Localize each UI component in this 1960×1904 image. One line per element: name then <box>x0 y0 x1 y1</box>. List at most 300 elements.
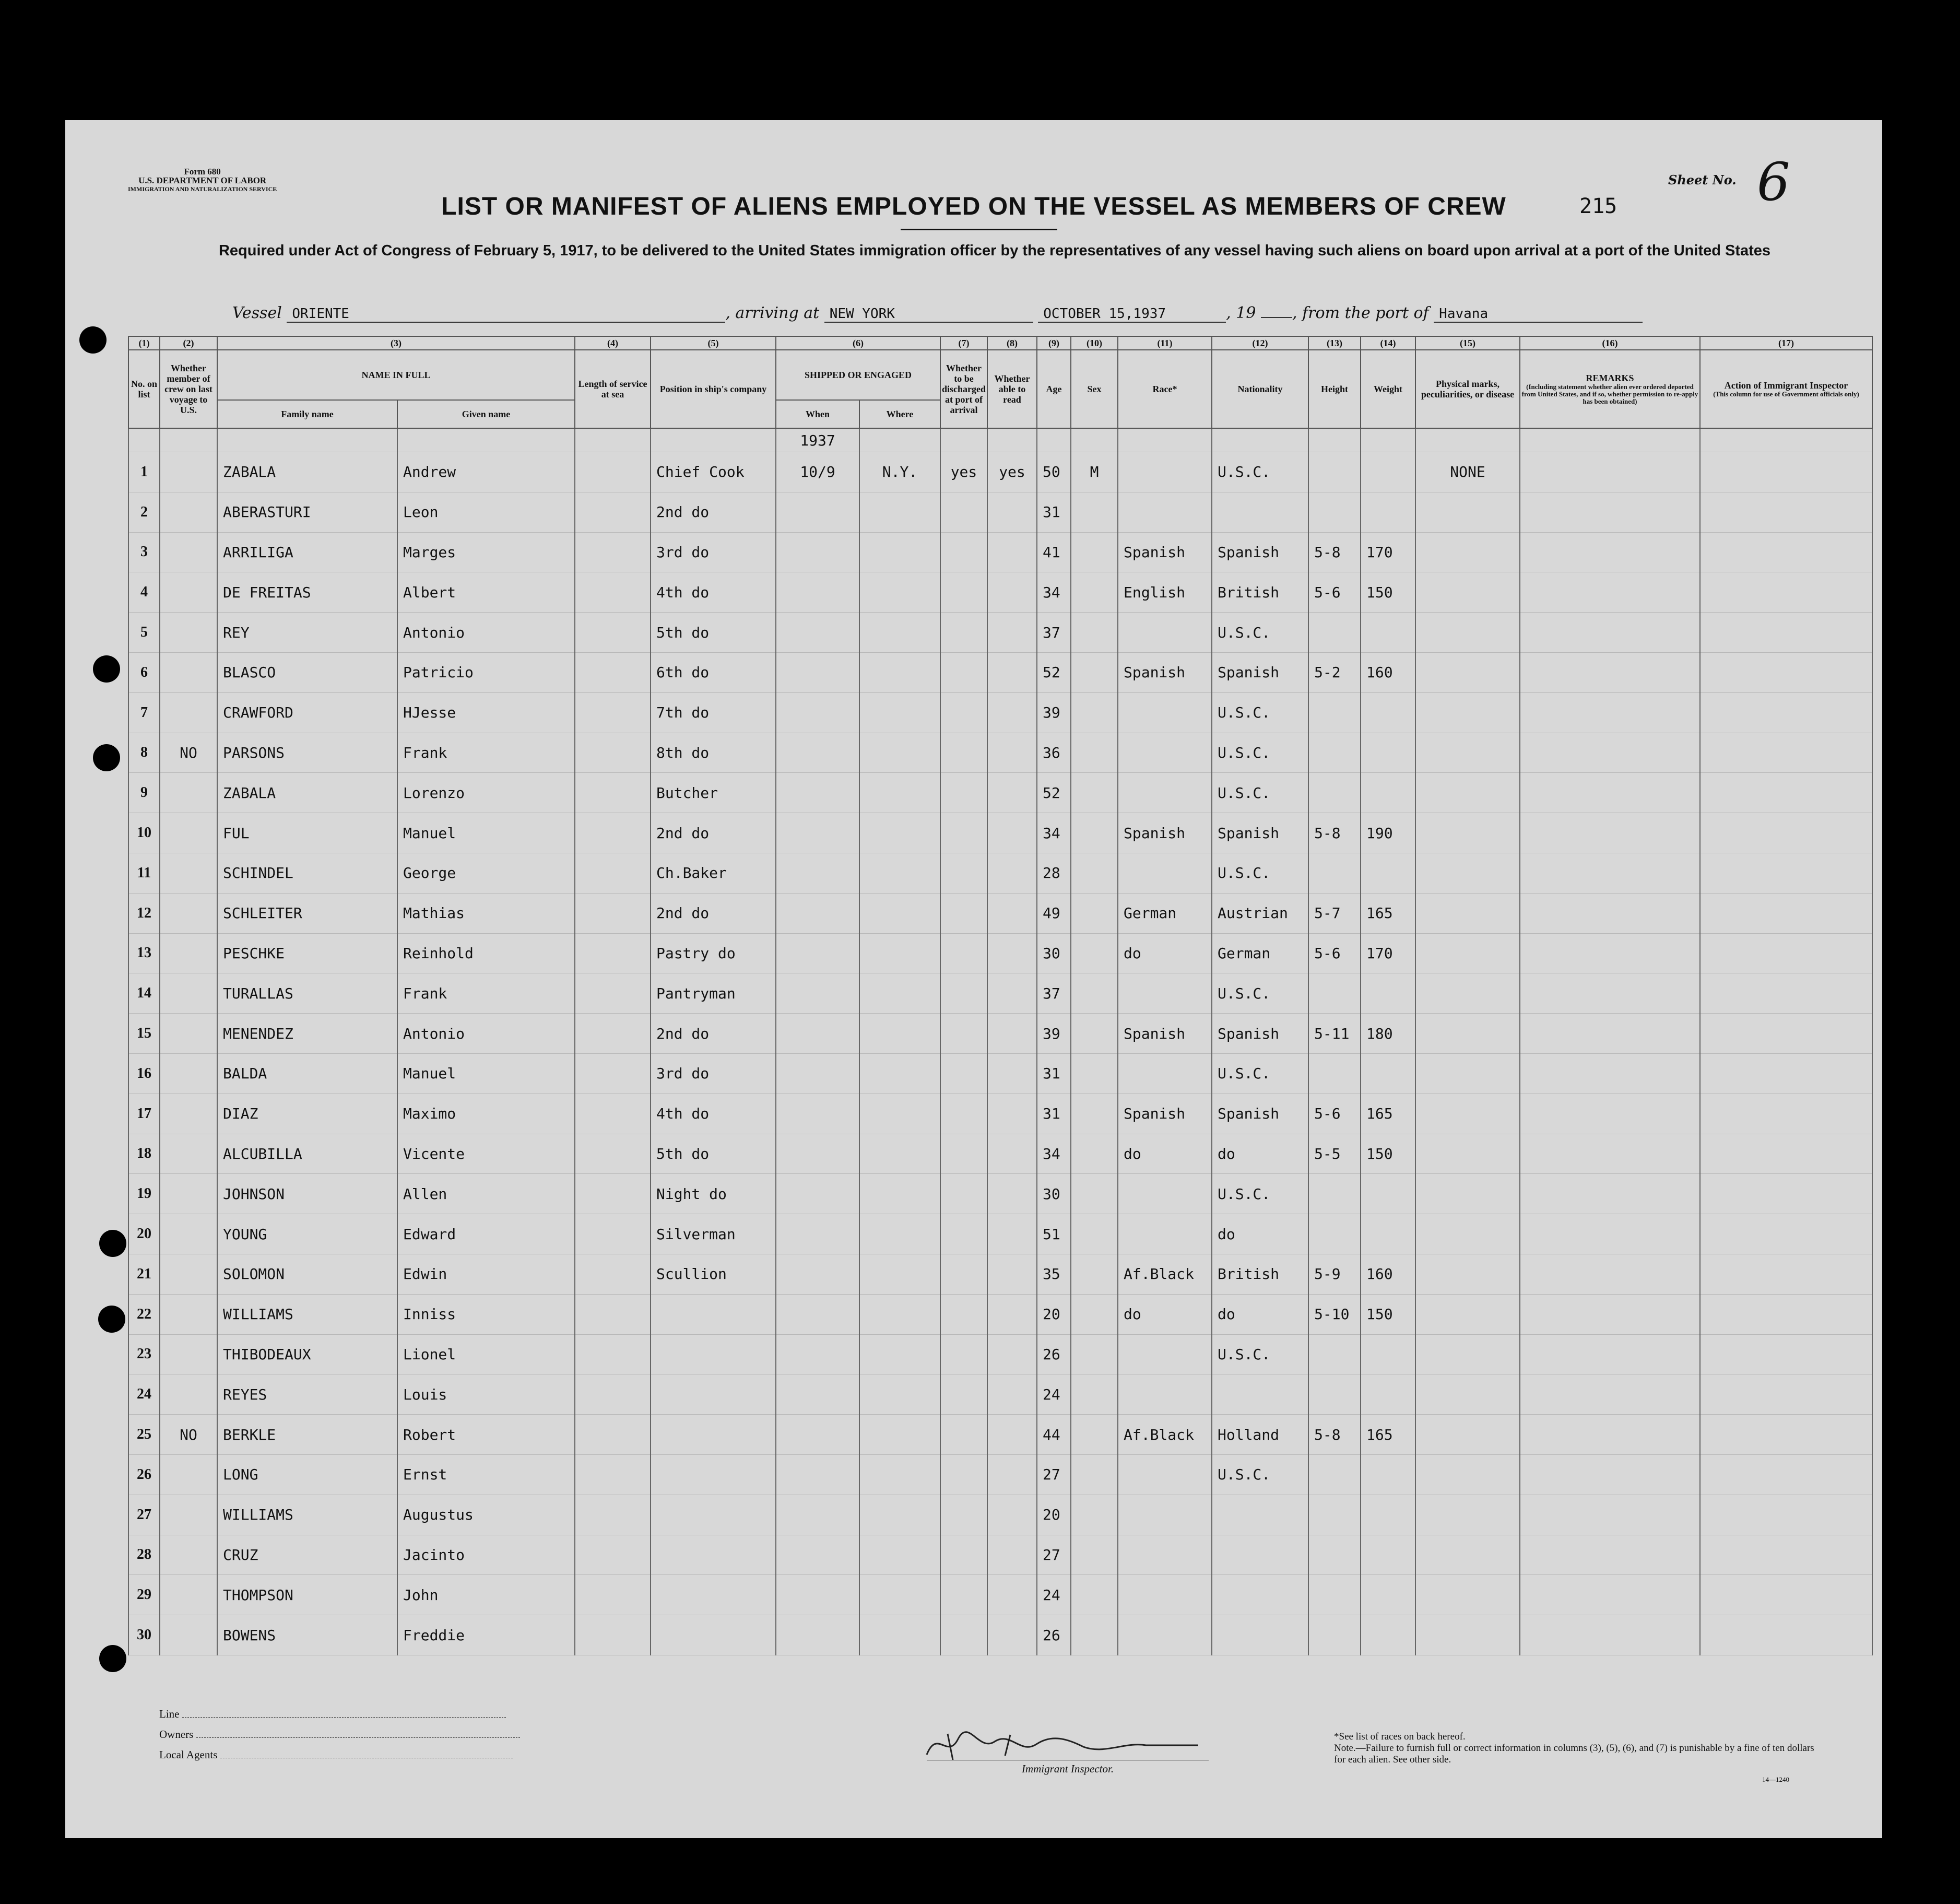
cell-age: 36 <box>1037 733 1071 773</box>
cell-inspector-action <box>1700 733 1872 773</box>
cell-shipped-when <box>776 893 859 933</box>
cell-physical-marks <box>1415 853 1520 893</box>
header-when: When <box>776 400 859 428</box>
cell-discharged <box>940 692 987 733</box>
cell-sex <box>1071 1053 1118 1094</box>
cell-race <box>1118 452 1212 492</box>
cell-able-to-read <box>987 1454 1037 1495</box>
cell-weight <box>1361 452 1415 492</box>
col13-num: (13) <box>1308 336 1361 350</box>
cell-position: 3rd do <box>651 532 776 572</box>
cell-position: Butcher <box>651 773 776 813</box>
crew-row <box>128 1454 1872 1495</box>
cell-shipped-where <box>859 1495 940 1535</box>
cell-last-voyage <box>160 1535 217 1575</box>
cell-position <box>651 1535 776 1575</box>
cell-race <box>1118 1214 1212 1254</box>
cell-able-to-read <box>987 1134 1037 1174</box>
cell-able-to-read <box>987 652 1037 692</box>
cell-given-name: Leon <box>397 492 575 532</box>
header-inspector-action <box>1700 350 1872 428</box>
cell-age: 51 <box>1037 1214 1071 1254</box>
cell-physical-marks <box>1415 1214 1520 1254</box>
inspector-label: Immigrant Inspector. <box>927 1760 1209 1776</box>
cell-given-name: Frank <box>397 973 575 1014</box>
year-prefix: , 19 <box>1226 304 1256 322</box>
cell-weight: 160 <box>1361 652 1415 692</box>
cell-shipped-where <box>859 1053 940 1094</box>
manifest-subtitle: Required under Act of Congress of February 5, 1917, to be delivered to the United States immigration officer by the representatives of any vessel having such aliens on board upon arrival at a port of the United States <box>218 242 1771 259</box>
crew-row <box>128 933 1872 973</box>
cell-physical-marks <box>1415 1575 1520 1615</box>
cell-family-name: THIBODEAUX <box>217 1334 397 1374</box>
cell-race <box>1118 733 1212 773</box>
cell-service-length <box>575 613 651 653</box>
cell-nationality: Spanish <box>1212 1094 1308 1134</box>
cell-remarks <box>1520 1495 1700 1535</box>
cell-family-name: SCHLEITER <box>217 893 397 933</box>
cell-sex <box>1071 532 1118 572</box>
cell-race <box>1118 1053 1212 1094</box>
cell-weight: 150 <box>1361 1134 1415 1174</box>
cell-physical-marks <box>1415 1535 1520 1575</box>
crew-row <box>128 1535 1872 1575</box>
cell-inspector-action <box>1700 1053 1872 1094</box>
cell-shipped-when <box>776 613 859 653</box>
cell-physical-marks <box>1415 1094 1520 1134</box>
col9-num: (9) <box>1037 336 1071 350</box>
cell-physical-marks <box>1415 1615 1520 1655</box>
cell-family-name: WILLIAMS <box>217 1495 397 1535</box>
cell-list-number: 17 <box>128 1094 160 1134</box>
cell-inspector-action <box>1700 813 1872 853</box>
cell-remarks <box>1520 933 1700 973</box>
cell-race: Spanish <box>1118 652 1212 692</box>
cell-family-name: ZABALA <box>217 452 397 492</box>
cell-race: Spanish <box>1118 1094 1212 1134</box>
cell-age: 24 <box>1037 1374 1071 1415</box>
cell-service-length <box>575 1254 651 1294</box>
cell-service-length <box>575 1415 651 1455</box>
cell-age: 28 <box>1037 853 1071 893</box>
cell-shipped-where <box>859 692 940 733</box>
cell-service-length <box>575 973 651 1014</box>
cell-able-to-read <box>987 893 1037 933</box>
cell-inspector-action <box>1700 1535 1872 1575</box>
cell-list-number: 1 <box>128 452 160 492</box>
cell-shipped-where <box>859 893 940 933</box>
cell-service-length <box>575 1134 651 1174</box>
cell-nationality <box>1212 1615 1308 1655</box>
cell-able-to-read <box>987 1495 1037 1535</box>
cell-given-name: Ernst <box>397 1454 575 1495</box>
cell-inspector-action <box>1700 532 1872 572</box>
cell-race <box>1118 1535 1212 1575</box>
cell-weight <box>1361 773 1415 813</box>
cell-age: 52 <box>1037 773 1071 813</box>
cell-family-name: DE FREITAS <box>217 572 397 613</box>
cell-weight: 165 <box>1361 1094 1415 1134</box>
cell-age: 30 <box>1037 1174 1071 1214</box>
cell-inspector-action <box>1700 933 1872 973</box>
cell-physical-marks <box>1415 1415 1520 1455</box>
cell-physical-marks <box>1415 492 1520 532</box>
cell-service-length <box>575 1495 651 1535</box>
cell-race <box>1118 853 1212 893</box>
cell-nationality: German <box>1212 933 1308 973</box>
cell-discharged <box>940 1254 987 1294</box>
cell-remarks <box>1520 733 1700 773</box>
crew-row <box>128 1615 1872 1655</box>
cell-position: Pantryman <box>651 973 776 1014</box>
crew-table-wrap <box>128 336 1872 1655</box>
cell-nationality: U.S.C. <box>1212 1334 1308 1374</box>
remarks-note: (Including statement whether alien ever ordered deported from United States, and if so, whether permission to re-apply has been obtained) <box>1521 383 1698 405</box>
cell-discharged <box>940 893 987 933</box>
cell-able-to-read <box>987 733 1037 773</box>
cell-sex <box>1071 813 1118 853</box>
cell-age: 27 <box>1037 1535 1071 1575</box>
service-name: IMMIGRATION AND NATURALIZATION SERVICE <box>128 185 277 193</box>
cell-service-length <box>575 773 651 813</box>
cell-position: Chief Cook <box>651 452 776 492</box>
col10-num: (10) <box>1071 336 1118 350</box>
cell-last-voyage: NO <box>160 1415 217 1455</box>
cell-shipped-where <box>859 1454 940 1495</box>
cell-nationality: Spanish <box>1212 813 1308 853</box>
cell-able-to-read <box>987 1094 1037 1134</box>
cell-weight: 150 <box>1361 572 1415 613</box>
cell-sex <box>1071 733 1118 773</box>
cell-service-length <box>575 853 651 893</box>
cell-height <box>1308 1495 1361 1535</box>
cell-remarks <box>1520 813 1700 853</box>
cell-age: 37 <box>1037 613 1071 653</box>
cell-physical-marks <box>1415 1014 1520 1054</box>
cell-discharged <box>940 1334 987 1374</box>
cell-shipped-where <box>859 1415 940 1455</box>
cell-able-to-read <box>987 532 1037 572</box>
cell-sex <box>1071 1615 1118 1655</box>
cell-physical-marks <box>1415 613 1520 653</box>
owners-field <box>196 1737 520 1738</box>
cell-remarks <box>1520 1014 1700 1054</box>
cell-weight <box>1361 692 1415 733</box>
cell-physical-marks <box>1415 1495 1520 1535</box>
cell-list-number: 9 <box>128 773 160 813</box>
cell-shipped-when <box>776 1174 859 1214</box>
cell-shipped-where <box>859 652 940 692</box>
cell-list-number: 24 <box>128 1374 160 1415</box>
header-where: Where <box>859 400 940 428</box>
department-name: U.S. DEPARTMENT OF LABOR <box>138 175 267 185</box>
cell-position <box>651 1454 776 1495</box>
col5-num: (5) <box>651 336 776 350</box>
cell-able-to-read <box>987 1014 1037 1054</box>
cell-family-name: ZABALA <box>217 773 397 813</box>
header-sex: Sex <box>1071 350 1118 428</box>
cell-age: 37 <box>1037 973 1071 1014</box>
cell-discharged <box>940 733 987 773</box>
cell-age: 52 <box>1037 652 1071 692</box>
cell-nationality: Austrian <box>1212 893 1308 933</box>
cell-shipped-when <box>776 1575 859 1615</box>
cell-shipped-when <box>776 1053 859 1094</box>
cell-age: 27 <box>1037 1454 1071 1495</box>
cell-inspector-action <box>1700 773 1872 813</box>
cell-given-name: George <box>397 853 575 893</box>
cell-physical-marks <box>1415 692 1520 733</box>
cell-remarks <box>1520 1254 1700 1294</box>
cell-family-name: REYES <box>217 1374 397 1415</box>
cell-age: 41 <box>1037 532 1071 572</box>
cell-sex <box>1071 692 1118 733</box>
cell-sex <box>1071 1535 1118 1575</box>
cell-sex <box>1071 1134 1118 1174</box>
cell-shipped-where <box>859 1535 940 1575</box>
title-rule <box>901 229 1057 230</box>
cell-weight: 170 <box>1361 933 1415 973</box>
cell-remarks <box>1520 1535 1700 1575</box>
cell-family-name: FUL <box>217 813 397 853</box>
cell-physical-marks <box>1415 1174 1520 1214</box>
cell-physical-marks <box>1415 532 1520 572</box>
cell-family-name: SCHINDEL <box>217 853 397 893</box>
cell-remarks <box>1520 652 1700 692</box>
cell-able-to-read <box>987 1214 1037 1254</box>
cell-physical-marks <box>1415 1053 1520 1094</box>
cell-race: Spanish <box>1118 532 1212 572</box>
cell-sex <box>1071 973 1118 1014</box>
cell-given-name: Augustus <box>397 1495 575 1535</box>
cell-shipped-when <box>776 492 859 532</box>
cell-position: 5th do <box>651 613 776 653</box>
cell-position: 4th do <box>651 1094 776 1134</box>
cell-able-to-read <box>987 692 1037 733</box>
cell-discharged <box>940 1134 987 1174</box>
cell-family-name: MENENDEZ <box>217 1014 397 1054</box>
cell-service-length <box>575 1094 651 1134</box>
cell-race <box>1118 613 1212 653</box>
cell-sex <box>1071 572 1118 613</box>
cell-physical-marks: NONE <box>1415 452 1520 492</box>
cell-inspector-action <box>1700 692 1872 733</box>
cell-shipped-when: 10/9 <box>776 452 859 492</box>
cell-discharged <box>940 773 987 813</box>
cell-last-voyage <box>160 813 217 853</box>
cell-list-number: 10 <box>128 813 160 853</box>
departure-port: Havana <box>1434 306 1643 323</box>
cell-list-number: 11 <box>128 853 160 893</box>
cell-shipped-where <box>859 1134 940 1174</box>
cell-race <box>1118 1495 1212 1535</box>
cell-family-name: TURALLAS <box>217 973 397 1014</box>
cell-shipped-when <box>776 733 859 773</box>
cell-shipped-when <box>776 1535 859 1575</box>
column-number-row <box>128 336 1872 350</box>
cell-age: 34 <box>1037 1134 1071 1174</box>
cell-position: 3rd do <box>651 1053 776 1094</box>
cell-shipped-where <box>859 1014 940 1054</box>
footer-left <box>159 1708 520 1761</box>
cell-given-name: Edwin <box>397 1254 575 1294</box>
cell-discharged <box>940 1174 987 1214</box>
cell-service-length <box>575 1615 651 1655</box>
cell-remarks <box>1520 1334 1700 1374</box>
cell-service-length <box>575 1374 651 1415</box>
year-row <box>128 428 1872 452</box>
cell-age: 35 <box>1037 1254 1071 1294</box>
cell-sex <box>1071 773 1118 813</box>
cell-family-name: BALDA <box>217 1053 397 1094</box>
cell-list-number: 8 <box>128 733 160 773</box>
cell-family-name: LONG <box>217 1454 397 1495</box>
cell-service-length <box>575 733 651 773</box>
cell-shipped-when <box>776 1454 859 1495</box>
cell-position: 2nd do <box>651 492 776 532</box>
cell-position <box>651 1615 776 1655</box>
cell-list-number: 3 <box>128 532 160 572</box>
cell-able-to-read <box>987 1053 1037 1094</box>
cell-able-to-read <box>987 1334 1037 1374</box>
cell-given-name: Marges <box>397 532 575 572</box>
cell-last-voyage <box>160 1174 217 1214</box>
cell-last-voyage <box>160 1374 217 1415</box>
cell-shipped-when <box>776 652 859 692</box>
crew-row <box>128 1575 1872 1615</box>
cell-inspector-action <box>1700 1334 1872 1374</box>
crew-row <box>128 1415 1872 1455</box>
cell-weight <box>1361 1374 1415 1415</box>
cell-age: 44 <box>1037 1415 1071 1455</box>
cell-weight: 165 <box>1361 1415 1415 1455</box>
cell-position: Night do <box>651 1174 776 1214</box>
cell-given-name: Antonio <box>397 1014 575 1054</box>
cell-last-voyage <box>160 1575 217 1615</box>
cell-height: 5-7 <box>1308 893 1361 933</box>
cell-sex: M <box>1071 452 1118 492</box>
cell-discharged: yes <box>940 452 987 492</box>
binder-hole <box>98 1306 125 1333</box>
cell-position <box>651 1294 776 1334</box>
col16-num: (16) <box>1520 336 1700 350</box>
crew-row <box>128 1014 1872 1054</box>
cell-shipped-where <box>859 492 940 532</box>
cell-remarks <box>1520 1134 1700 1174</box>
cell-family-name: THOMPSON <box>217 1575 397 1615</box>
cell-list-number: 2 <box>128 492 160 532</box>
col14-num: (14) <box>1361 336 1415 350</box>
cell-given-name: Albert <box>397 572 575 613</box>
cell-weight: 180 <box>1361 1014 1415 1054</box>
cell-list-number: 20 <box>128 1214 160 1254</box>
cell-able-to-read <box>987 1374 1037 1415</box>
cell-nationality: British <box>1212 1254 1308 1294</box>
cell-age: 34 <box>1037 572 1071 613</box>
cell-list-number: 12 <box>128 893 160 933</box>
cell-weight <box>1361 1615 1415 1655</box>
cell-height <box>1308 1174 1361 1214</box>
cell-race <box>1118 492 1212 532</box>
cell-family-name: ABERASTURI <box>217 492 397 532</box>
cell-weight <box>1361 733 1415 773</box>
header-position: Position in ship's company <box>651 350 776 428</box>
cell-sex <box>1071 1094 1118 1134</box>
cell-weight: 190 <box>1361 813 1415 853</box>
inspector-action-note: (This column for use of Government officials only) <box>1713 390 1859 398</box>
cell-physical-marks <box>1415 733 1520 773</box>
cell-remarks <box>1520 1094 1700 1134</box>
cell-last-voyage <box>160 1214 217 1254</box>
cell-height: 5-8 <box>1308 532 1361 572</box>
crew-row <box>128 1094 1872 1134</box>
cell-remarks <box>1520 1174 1700 1214</box>
col4-num: (4) <box>575 336 651 350</box>
cell-family-name: REY <box>217 613 397 653</box>
cell-height <box>1308 773 1361 813</box>
cell-inspector-action <box>1700 652 1872 692</box>
cell-family-name: BOWENS <box>217 1615 397 1655</box>
cell-given-name: Vicente <box>397 1134 575 1174</box>
cell-shipped-where <box>859 1294 940 1334</box>
cell-physical-marks <box>1415 572 1520 613</box>
cell-weight <box>1361 1575 1415 1615</box>
header-physical-marks: Physical marks, peculiarities, or disease <box>1415 350 1520 428</box>
cell-last-voyage <box>160 1254 217 1294</box>
cell-shipped-when <box>776 1495 859 1535</box>
cell-shipped-when <box>776 1374 859 1415</box>
cell-discharged <box>940 1094 987 1134</box>
cell-list-number: 23 <box>128 1334 160 1374</box>
print-code: 14—1240 <box>1762 1776 1789 1783</box>
cell-service-length <box>575 1294 651 1334</box>
cell-service-length <box>575 572 651 613</box>
cell-inspector-action <box>1700 1454 1872 1495</box>
cell-weight <box>1361 1214 1415 1254</box>
cell-able-to-read <box>987 1254 1037 1294</box>
col12-num: (12) <box>1212 336 1308 350</box>
cell-position: 4th do <box>651 572 776 613</box>
cell-last-voyage <box>160 973 217 1014</box>
cell-last-voyage <box>160 692 217 733</box>
col11-num: (11) <box>1118 336 1212 350</box>
cell-shipped-where <box>859 1254 940 1294</box>
binder-hole <box>99 1645 126 1672</box>
cell-height <box>1308 853 1361 893</box>
sheet-label: Sheet No. <box>1668 172 1737 187</box>
cell-shipped-where <box>859 572 940 613</box>
cell-remarks <box>1520 692 1700 733</box>
form-number: Form 680 <box>184 167 221 177</box>
cell-nationality: U.S.C. <box>1212 733 1308 773</box>
cell-remarks <box>1520 893 1700 933</box>
header-family-name: Family name <box>217 400 397 428</box>
arriving-label: , arriving at <box>725 304 820 322</box>
cell-height <box>1308 613 1361 653</box>
header-age: Age <box>1037 350 1071 428</box>
cell-given-name: Andrew <box>397 452 575 492</box>
cell-service-length <box>575 1334 651 1374</box>
cell-shipped-where <box>859 1374 940 1415</box>
cell-inspector-action <box>1700 1254 1872 1294</box>
cell-shipped-when <box>776 1094 859 1134</box>
cell-weight <box>1361 1053 1415 1094</box>
cell-race: do <box>1118 1134 1212 1174</box>
cell-discharged <box>940 933 987 973</box>
cell-remarks <box>1520 452 1700 492</box>
cell-discharged <box>940 1374 987 1415</box>
cell-height <box>1308 692 1361 733</box>
